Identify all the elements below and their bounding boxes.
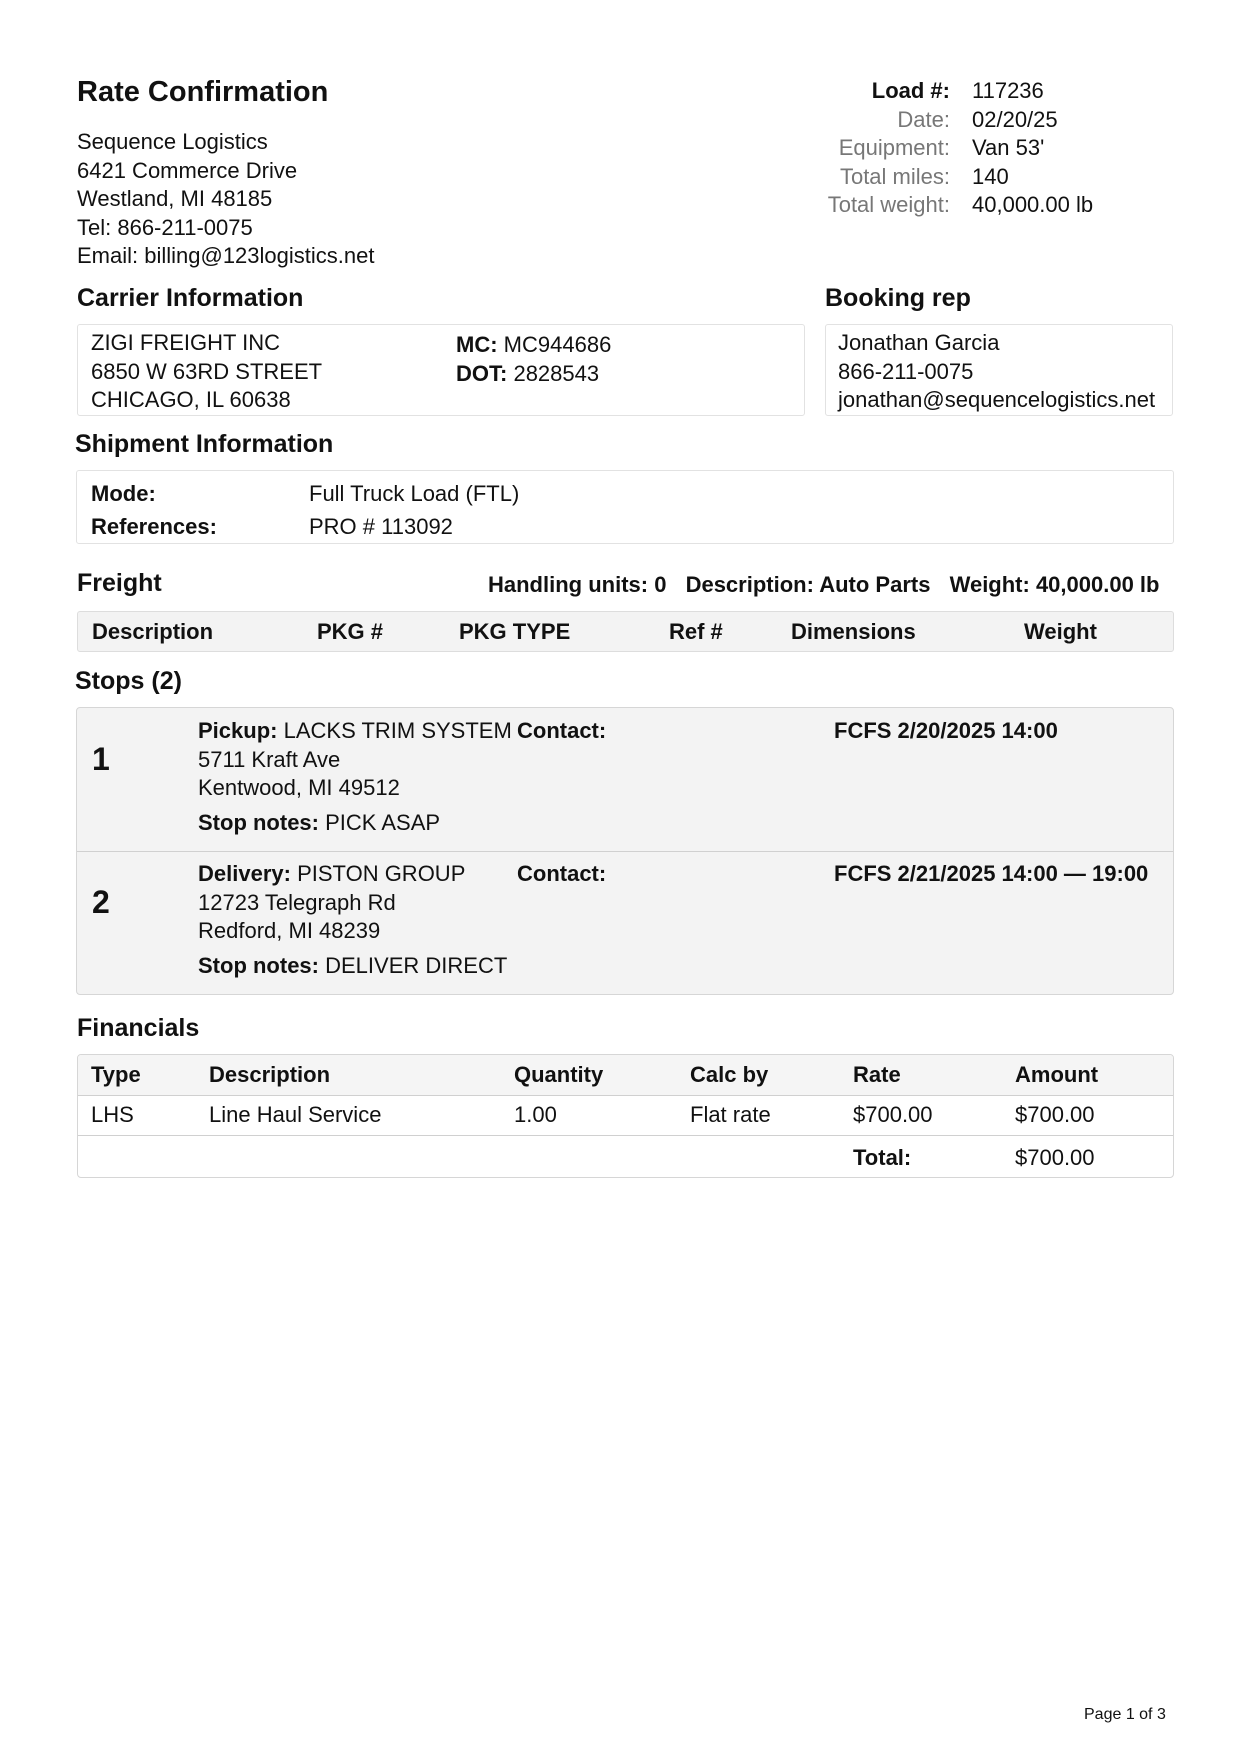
stop-notes-value: PICK ASAP — [325, 810, 441, 835]
carrier-mc — [456, 331, 611, 360]
load-number-row — [760, 77, 1093, 106]
stop-number: 2 — [92, 884, 110, 920]
load-meta — [760, 77, 1093, 220]
date-row — [760, 106, 1093, 135]
stop-notes-label: Stop notes: — [198, 810, 319, 835]
carrier-dot — [456, 360, 611, 389]
stop-address-line2: Kentwood, MI 49512 — [198, 775, 400, 800]
carrier-name: ZIGI FREIGHT INC — [91, 330, 281, 355]
stop-name-line — [198, 717, 512, 746]
total-miles-label: Total miles: — [839, 163, 950, 189]
company-address-line2: Westland, MI 48185 — [77, 186, 273, 211]
stop-name: PISTON GROUP — [297, 861, 466, 886]
date-value: 02/20/25 — [972, 106, 1058, 132]
financials-total-row — [78, 1136, 1173, 1178]
freight-summary — [488, 572, 1173, 598]
booking-rep-phone: 866-211-0075 — [838, 358, 974, 384]
freight-heading: Freight — [77, 569, 162, 597]
freight-col-dimensions: Dimensions — [791, 619, 916, 644]
stop-address-line2: Redford, MI 48239 — [198, 918, 381, 943]
company-email: Email: billing@123logistics.net — [77, 243, 375, 268]
stop-type-label: Pickup: — [198, 718, 278, 743]
freight-col-weight: Weight — [1024, 619, 1097, 644]
total-miles-row — [760, 163, 1093, 192]
booking-rep-name: Jonathan Garcia — [838, 330, 1000, 355]
company-tel: Tel: 866-211-0075 — [77, 214, 253, 240]
load-number-value: 117236 — [972, 78, 1044, 103]
mode-label: Mode: — [91, 481, 156, 506]
stop-name: LACKS TRIM SYSTEM — [283, 718, 512, 743]
stop-item — [77, 708, 1173, 851]
stop-notes — [198, 810, 440, 836]
fin-cell-rate: $700.00 — [853, 1102, 933, 1127]
shipment-heading: Shipment Information — [75, 430, 334, 458]
freight-col-description: Description — [92, 619, 214, 644]
total-weight-row — [760, 191, 1093, 220]
freight-col-pkg-type: PKG TYPE — [459, 619, 571, 644]
freight-description: Description: Auto Parts — [685, 572, 931, 597]
total-weight-value: 40,000.00 lb — [972, 192, 1094, 217]
company-name: Sequence Logistics — [77, 129, 268, 154]
financials-table-header — [78, 1055, 1173, 1096]
carrier-box — [77, 324, 805, 416]
booking-rep-email: jonathan@sequencelogistics.net — [838, 387, 1156, 412]
freight-col-pkg-number: PKG # — [317, 619, 384, 644]
references-row — [91, 510, 519, 543]
company-block — [77, 128, 374, 271]
fin-cell-description: Line Haul Service — [209, 1102, 382, 1127]
fin-total-value: $700.00 — [1015, 1145, 1095, 1170]
stop-location — [198, 717, 512, 803]
stops-heading: Stops (2) — [75, 667, 182, 695]
stop-notes-value: DELIVER DIRECT — [325, 953, 508, 978]
fin-col-calc-by: Calc by — [690, 1062, 769, 1087]
equipment-value: Van 53' — [972, 135, 1045, 160]
fin-cell-amount: $700.00 — [1015, 1102, 1095, 1127]
financials-heading: Financials — [77, 1014, 200, 1042]
total-weight-label: Total weight: — [827, 192, 950, 217]
stop-name-line — [198, 860, 465, 889]
fin-cell-type: LHS — [91, 1102, 134, 1127]
equipment-row — [760, 134, 1093, 163]
fin-cell-calc-by: Flat rate — [690, 1102, 771, 1127]
page-number: Page 1 of 3 — [1084, 1706, 1166, 1723]
stop-window: FCFS 2/20/2025 14:00 — [834, 718, 1058, 743]
stop-location — [198, 860, 465, 946]
carrier-heading: Carrier Information — [77, 284, 304, 312]
fin-cell-quantity: 1.00 — [514, 1102, 557, 1127]
mode-row — [91, 477, 519, 510]
total-miles-value: 140 — [972, 163, 1009, 189]
booking-rep-details — [838, 329, 1155, 415]
shipment-box — [76, 470, 1174, 544]
stops-box — [76, 707, 1174, 995]
fin-col-type: Type — [91, 1062, 141, 1087]
booking-rep-heading: Booking rep — [825, 284, 971, 312]
stop-address-line1: 5711 Kraft Ave — [198, 746, 341, 772]
stop-contact-label: Contact: — [517, 718, 607, 743]
mc-value: MC944686 — [503, 332, 612, 357]
carrier-address-line2: CHICAGO, IL 60638 — [91, 387, 291, 412]
fin-col-amount: Amount — [1015, 1062, 1099, 1087]
carrier-address — [91, 329, 322, 415]
freight-col-ref: Ref # — [669, 619, 723, 644]
date-label: Date: — [897, 106, 950, 132]
fin-total-label: Total: — [853, 1145, 912, 1170]
stop-type-label: Delivery: — [198, 861, 291, 886]
carrier-ids — [456, 331, 611, 388]
stop-number: 1 — [92, 741, 110, 777]
shipment-details — [91, 477, 519, 543]
dot-label: DOT: — [456, 360, 508, 386]
equipment-label: Equipment: — [838, 135, 950, 160]
mode-value: Full Truck Load (FTL) — [309, 481, 520, 506]
mc-label: MC: — [456, 332, 498, 357]
stop-address-line1: 12723 Telegraph Rd — [198, 889, 396, 915]
table-row — [78, 1095, 1173, 1136]
stop-notes-label: Stop notes: — [198, 953, 319, 978]
references-value: PRO # 113092 — [309, 514, 453, 539]
page-title: Rate Confirmation — [77, 76, 329, 108]
stop-notes — [198, 953, 507, 979]
fin-col-rate: Rate — [853, 1062, 901, 1087]
carrier-address-line1: 6850 W 63RD STREET — [91, 358, 323, 384]
financials-table — [77, 1054, 1174, 1178]
stop-item — [77, 851, 1173, 994]
load-number-label: Load #: — [871, 78, 950, 103]
stop-window: FCFS 2/21/2025 14:00 — 19:00 — [834, 861, 1149, 886]
freight-handling-units: Handling units: 0 — [488, 572, 667, 597]
freight-weight: Weight: 40,000.00 lb — [949, 572, 1160, 597]
freight-table-header — [77, 611, 1174, 652]
dot-value: 2828543 — [513, 360, 600, 386]
stop-contact-label: Contact: — [517, 861, 607, 886]
fin-col-quantity: Quantity — [514, 1062, 604, 1087]
references-label: References: — [91, 514, 217, 539]
booking-rep-box — [825, 324, 1173, 416]
fin-col-description: Description — [209, 1062, 331, 1087]
company-address-line1: 6421 Commerce Drive — [77, 157, 298, 183]
